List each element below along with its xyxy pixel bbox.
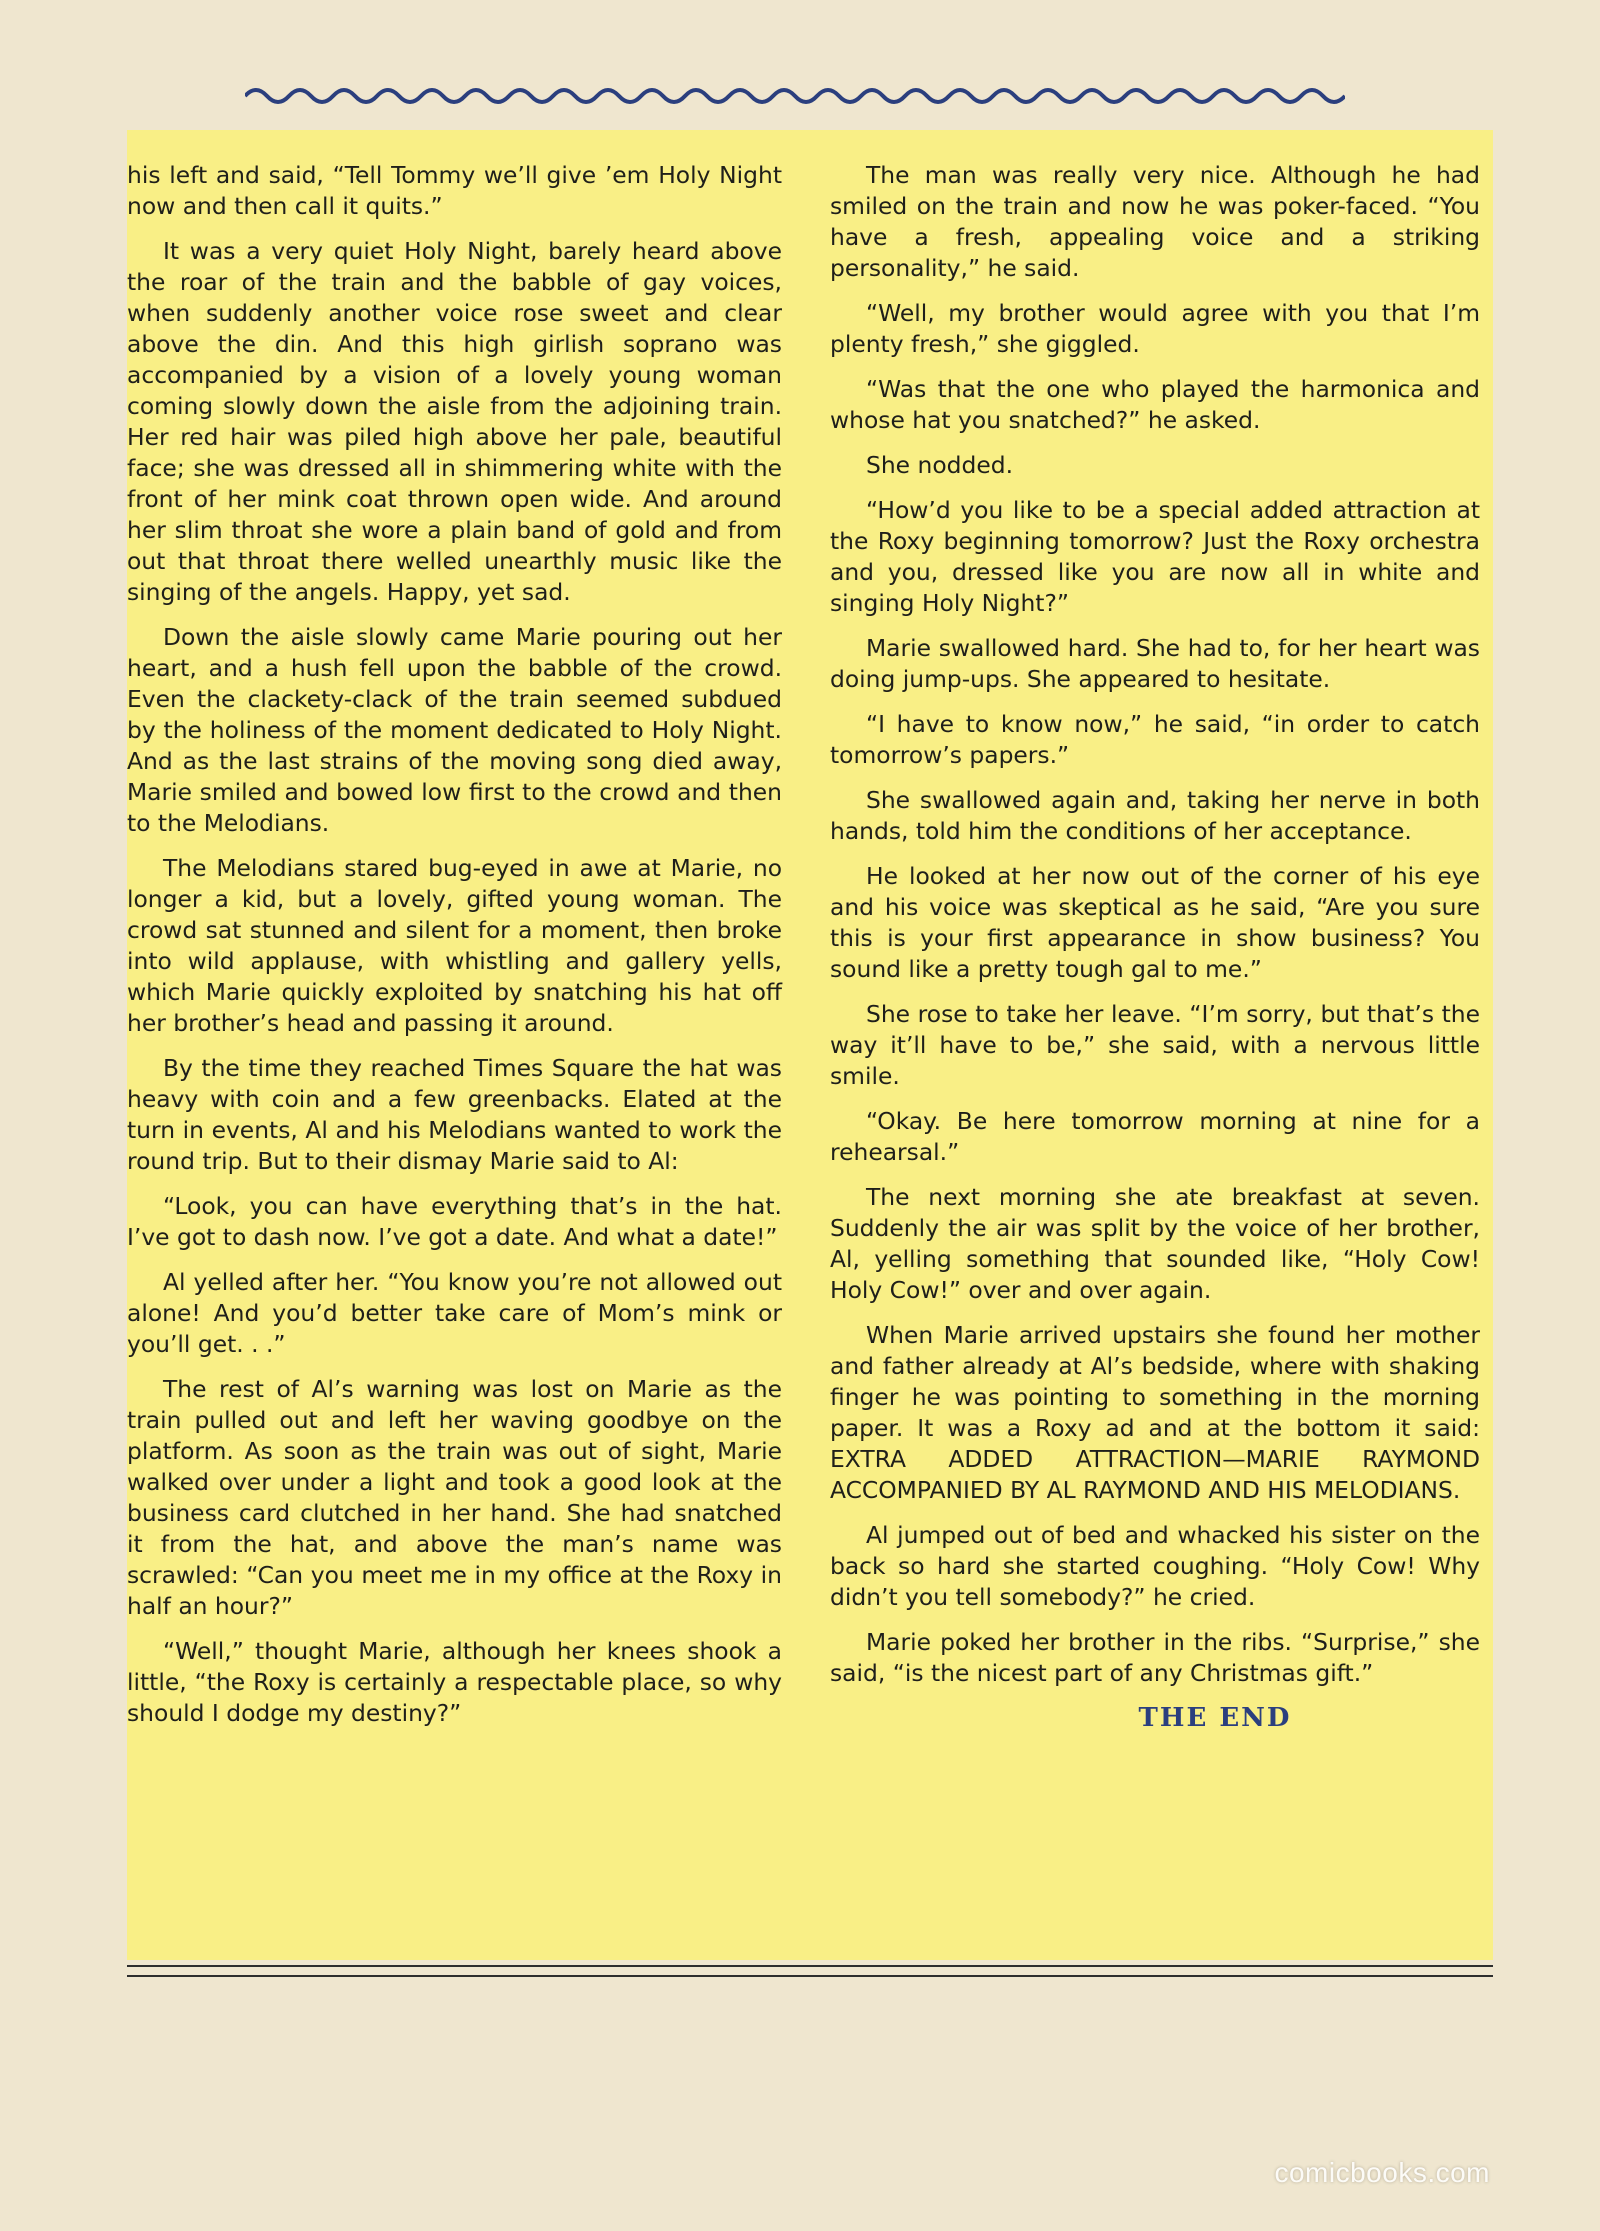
paragraph: “Well, my brother would agree with you that I’m plenty fresh,” she giggled. [830,299,1480,358]
paragraph: She nodded. [866,451,1014,479]
divider-rule [127,1965,1493,1967]
right-column [830,160,1480,1733]
the-end-label: THE END [1138,1703,1292,1733]
paragraph: The rest of Al’s warning was lost on Marie as the train pulled out and left her waving goodbye on the platform. As soon as the train was out of sight, Marie walked over under a light and took a good look at the business card clutched in her hand. She had snatched it from the hat, and above the man’s name was scrawled: “Can you meet me in my office at the Roxy in half an hour?” [127,1375,782,1620]
paragraph: The man was really very nice. Although he had smiled on the train and now he was poker-faced. “You have a fresh, appealing voice and a striking personality,” he said. [830,161,1480,282]
paragraph: his left and said, “Tell Tommy we’ll give ’em Holy Night now and then call it quits.” [127,161,782,220]
paragraph: Down the aisle slowly came Marie pouring out her heart, and a hush fell upon the babble of the crowd. Even the clackety-clack of the train seemed subdued by the holiness of the moment dedicated to Holy Night. And as the last strains of the moving song died away, Marie smiled and bowed low first to the crowd and then to the Melodians. [127,623,782,837]
paragraph: She swallowed again and, taking her nerve in both hands, told him the conditions of her acceptance. [830,786,1480,845]
left-column [127,160,782,1743]
paragraph: He looked at her now out of the corner of his eye and his voice was skeptical as he said, “Are you sure this is your first appearance in show business? You sound like a pretty tough gal to me.” [830,862,1480,983]
paragraph: “Okay. Be here tomorrow morning at nine for a rehearsal.” [830,1107,1480,1166]
paragraph: “Was that the one who played the harmonica and whose hat you snatched?” he asked. [830,375,1480,434]
paragraph: “Look, you can have everything that’s in the hat. I’ve got to dash now. I’ve got a date. And what a date!” [127,1192,782,1251]
paragraph: By the time they reached Times Square the hat was heavy with coin and a few greenbacks. Elated at the turn in events, Al and his Melodians wanted to work the round trip. But to their dismay Marie said to Al: [127,1054,782,1175]
paragraph: “Well,” thought Marie, although her knees shook a little, “the Roxy is certainly a respectable place, so why should I dodge my destiny?” [127,1637,782,1727]
paragraph: It was a very quiet Holy Night, barely heard above the roar of the train and the babble of gay voices, when suddenly another voice rose sweet and clear above the din. And this high girlish soprano was accompanied by a vision of a lovely young woman coming slowly down the aisle from the adjoining train. Her red hair was piled high above her pale, beautiful face; she was dressed all in shimmering white with the front of her mink coat thrown open wide. And around her slim throat she wore a plain band of gold and from out that throat there welled unearthly music like the singing of the angels. Happy, yet sad. [127,237,782,606]
paragraph: “I have to know now,” he said, “in order to catch tomorrow’s papers.” [830,710,1480,769]
paragraph: Al jumped out of bed and whacked his sister on the back so hard she started coughing. “Holy Cow! Why didn’t you tell somebody?” he cried. [830,1521,1480,1611]
watermark: comicbooks.com [1274,2157,1490,2188]
paragraph: Marie swallowed hard. She had to, for her heart was doing jump-ups. She appeared to hesitate. [830,634,1480,693]
paragraph: The next morning she ate breakfast at seven. Suddenly the air was split by the voice of her brother, Al, yelling something that sounded like, “Holy Cow! Holy Cow!” over and over again. [830,1183,1480,1304]
paragraph: The Melodians stared bug-eyed in awe at Marie, no longer a kid, but a lovely, gifted young woman. The crowd sat stunned and silent for a moment, then broke into wild applause, with whistling and gallery yells, which Marie quickly exploited by snatching his hat off her brother’s head and passing it around. [127,854,782,1037]
decorative-wave-border [245,84,1345,108]
divider-rule [127,1975,1493,1977]
paragraph: Al yelled after her. “You know you’re not allowed out alone! And you’d better take care of Mom’s mink or you’ll get. . .” [127,1268,782,1358]
paragraph: She rose to take her leave. “I’m sorry, but that’s the way it’ll have to be,” she said, with a nervous little smile. [830,1000,1480,1090]
paragraph: Marie poked her brother in the ribs. “Surprise,” she said, “is the nicest part of any Christmas gift.” [830,1628,1480,1687]
text-panel [127,130,1493,1960]
paragraph: When Marie arrived upstairs she found her mother and father already at Al’s bedside, where with shaking finger he was pointing to something in the morning paper. It was a Roxy ad and at the bottom it said: EXTRA ADDED ATTRACTION—MARIE RAYMOND ACCOMPANIED BY AL RAYMOND AND HIS MELODIANS. [830,1321,1480,1504]
paragraph: “How’d you like to be a special added attraction at the Roxy beginning tomorrow? Just the Roxy orchestra and you, dressed like you are now all in white and singing Holy Night?” [830,496,1480,617]
